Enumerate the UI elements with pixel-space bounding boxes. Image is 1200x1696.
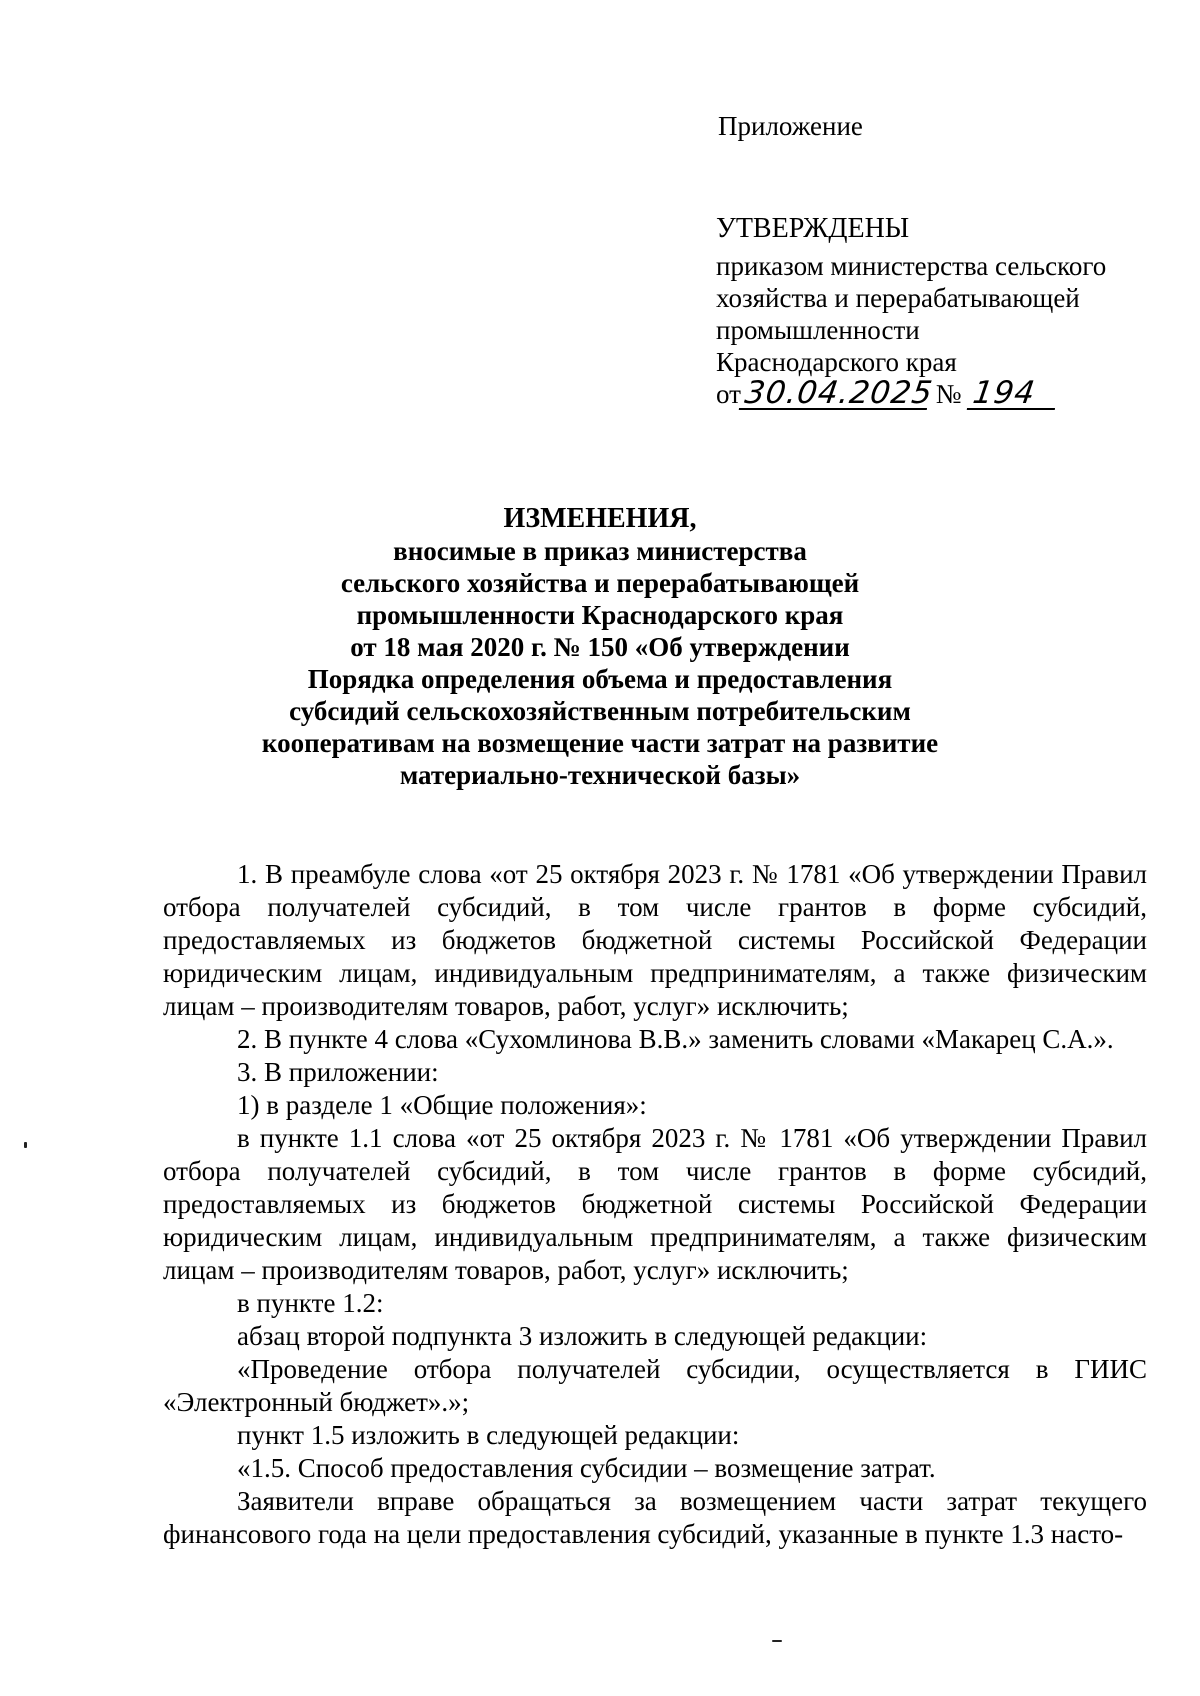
title-line: материально-технической базы»	[399, 760, 801, 790]
approval-line: промышленности	[716, 315, 920, 345]
title-line: сельского хозяйства и перерабатывающей	[340, 568, 860, 598]
approval-line: Краснодарского края	[716, 347, 957, 377]
title-line: промышленности Краснодарского края	[356, 600, 844, 630]
handwritten-date: 30.04.2025	[739, 378, 931, 410]
date-prefix: от	[716, 379, 741, 409]
body-paragraph: пункт 1.5 изложить в следующей редакции:	[237, 1420, 740, 1450]
handwritten-number: 194	[967, 378, 1059, 410]
body-paragraph: 1. В преамбуле слова «от 25 октября 2023 г. № 1781 «Об утверждении Правил отбора получателей субсидий, в том числе грантов в форме субсидий, предоставляемых из бюджетов бюджетной системы Российской Федерации юридическим лицам, индивидуальным предпринимателям, а также физическим лицам – производителям товаров, работ, услуг» исключить;	[163, 859, 1147, 1021]
scan-speck	[24, 1142, 27, 1148]
title-line: вносимые в приказ министерства	[393, 536, 807, 566]
appendix-label: Приложение	[718, 111, 863, 141]
body-paragraph: «1.5. Способ предоставления субсидии – возмещение затрат.	[237, 1453, 936, 1483]
document-title	[0, 502, 1200, 791]
title-line: кооперативам на возмещение части затрат на развитие	[261, 728, 939, 758]
approved-heading: УТВЕРЖДЕНЫ	[716, 213, 910, 244]
body-paragraph: в пункте 1.1 слова «от 25 октября 2023 г. № 1781 «Об утверждении Правил отбора получателей субсидий, в том числе грантов в форме субсидий, предоставляемых из бюджетов бюджетной системы Российской Федерации юридическим лицам, индивидуальным предпринимателям, а также физическим лицам – производителям товаров, работ, услуг» исключить;	[163, 1123, 1147, 1285]
number-prefix: №	[935, 379, 962, 409]
body-paragraph: 3. В приложении:	[237, 1057, 439, 1087]
order-date-line	[716, 375, 1156, 411]
title-main: ИЗМЕНЕНИЯ,	[503, 503, 697, 534]
approval-line: хозяйства и перерабатывающей	[716, 283, 1080, 313]
title-line: от 18 мая 2020 г. № 150 «Об утверждении	[350, 632, 850, 662]
title-line: субсидий сельскохозяйственным потребительским	[289, 696, 911, 726]
body-paragraph: в пункте 1.2:	[237, 1288, 384, 1318]
scan-speck	[772, 1640, 782, 1642]
body-paragraph: абзац второй подпункта 3 изложить в следующей редакции:	[237, 1321, 928, 1351]
approval-stamp-block	[716, 210, 1156, 410]
approval-line: приказом министерства сельского	[716, 251, 1107, 281]
body-paragraph: 1) в разделе 1 «Общие положения»:	[237, 1090, 647, 1120]
document-body	[163, 858, 1147, 1551]
body-paragraph: Заявители вправе обращаться за возмещением части затрат текущего финансового года на цели предоставления субсидий, указанные в пункте 1.3 насто-	[163, 1486, 1147, 1549]
title-line: Порядка определения объема и предоставления	[307, 664, 893, 694]
body-paragraph: «Проведение отбора получателей субсидии, осуществляется в ГИИС «Электронный бюджет».»;	[163, 1354, 1147, 1417]
body-paragraph: 2. В пункте 4 слова «Сухомлинова В.В.» заменить словами «Макарец С.А.».	[237, 1024, 1114, 1054]
